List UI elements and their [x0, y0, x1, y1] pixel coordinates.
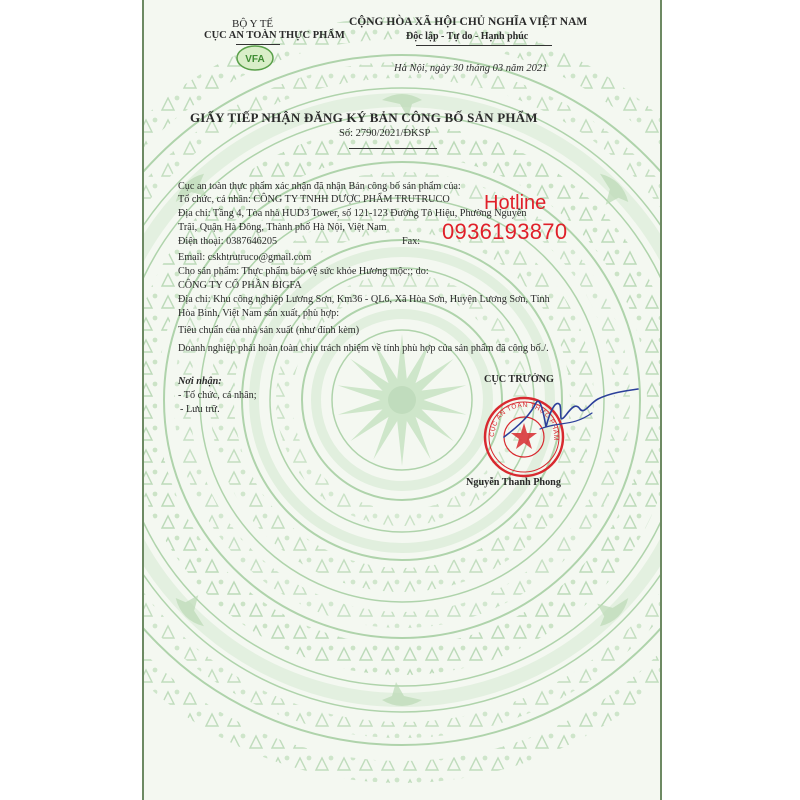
body-line: CÔNG TY CỔ PHẦN BIGFA: [178, 280, 302, 291]
signer-position: CỤC TRƯỞNG: [484, 374, 554, 385]
republic-heading: CỘNG HÒA XÃ HỘI CHỦ NGHĨA VIỆT NAM: [349, 16, 588, 28]
document-title: GIẤY TIẾP NHẬN ĐĂNG KÝ BẢN CÔNG BỐ SẢN PHẨM: [190, 110, 538, 125]
body-line: Trãi, Quận Hà Đông, Thành phố Hà Nội, Việt Nam: [178, 222, 387, 233]
body-line: Hòa Bình, Việt Nam sản xuất, phù hợp:: [178, 308, 340, 319]
body-line: Tiêu chuẩn của nhà sản xuất (như đính kèm): [178, 325, 360, 336]
issue-dateline: Hà Nội, ngày 30 tháng 03 năm 2021: [394, 63, 548, 74]
body-line: Tổ chức, cá nhân: CÔNG TY TNHH DƯỢC PHẨM TRUTRUCO: [178, 194, 450, 205]
body-line: Doanh nghiệp phải hoàn toàn chịu trách nhiệm về tính phù hợp của sản phẩm đã công bố./.: [178, 343, 549, 354]
recipient-item: - Tổ chức, cá nhân;: [178, 390, 257, 401]
recipient-item: - Lưu trữ.: [180, 404, 220, 415]
national-motto: Độc lập - Tự do - Hạnh phúc: [406, 31, 529, 42]
signer-name: Nguyễn Thanh Phong: [466, 477, 561, 488]
title-underline: [349, 148, 437, 149]
svg-text:CỤC AN TOÀN THỰC PHẨM: CỤC AN TOÀN THỰC PHẨM: [488, 401, 560, 442]
certificate-page: [142, 0, 662, 800]
document-number: Số: 2790/2021/ĐKSP: [339, 128, 431, 139]
body-line: Điện thoại: 0387646205: [178, 236, 278, 247]
hotline-number: 0936193870: [442, 219, 568, 244]
fax-label: Fax:: [402, 236, 421, 247]
handwritten-signature-icon: [500, 385, 640, 447]
body-line: Địa chỉ: Tầng 4, Tòa nhà HUD3 Tower, số 121-123 Đường Tô Hiệu, Phường Nguyễn: [178, 208, 527, 219]
body-line: Cho sản phẩm: Thực phẩm bảo vệ sức khỏe Hương mộc;; do:: [178, 266, 429, 277]
agency-name: CỤC AN TOÀN THỰC PHẨM: [204, 30, 345, 41]
ministry-name: BỘ Y TẾ: [232, 18, 274, 30]
body-line: Email: cskhtrutruco@gmail.com: [178, 252, 312, 263]
body-line: Cục an toàn thực phẩm xác nhận đã nhận Bản công bố sản phẩm của:: [178, 181, 461, 192]
body-line: Địa chỉ: Khu công nghiệp Lương Sơn, Km36 - QL6, Xã Hòa Sơn, Huyện Lương Sơn, Tỉnh: [178, 294, 550, 305]
vfa-logo-icon: [236, 45, 274, 71]
recipients-heading: Nơi nhận:: [178, 376, 222, 387]
svg-text:VFA: VFA: [245, 54, 265, 65]
motto-underline: [416, 45, 552, 46]
hotline-label: Hotline: [484, 192, 547, 214]
